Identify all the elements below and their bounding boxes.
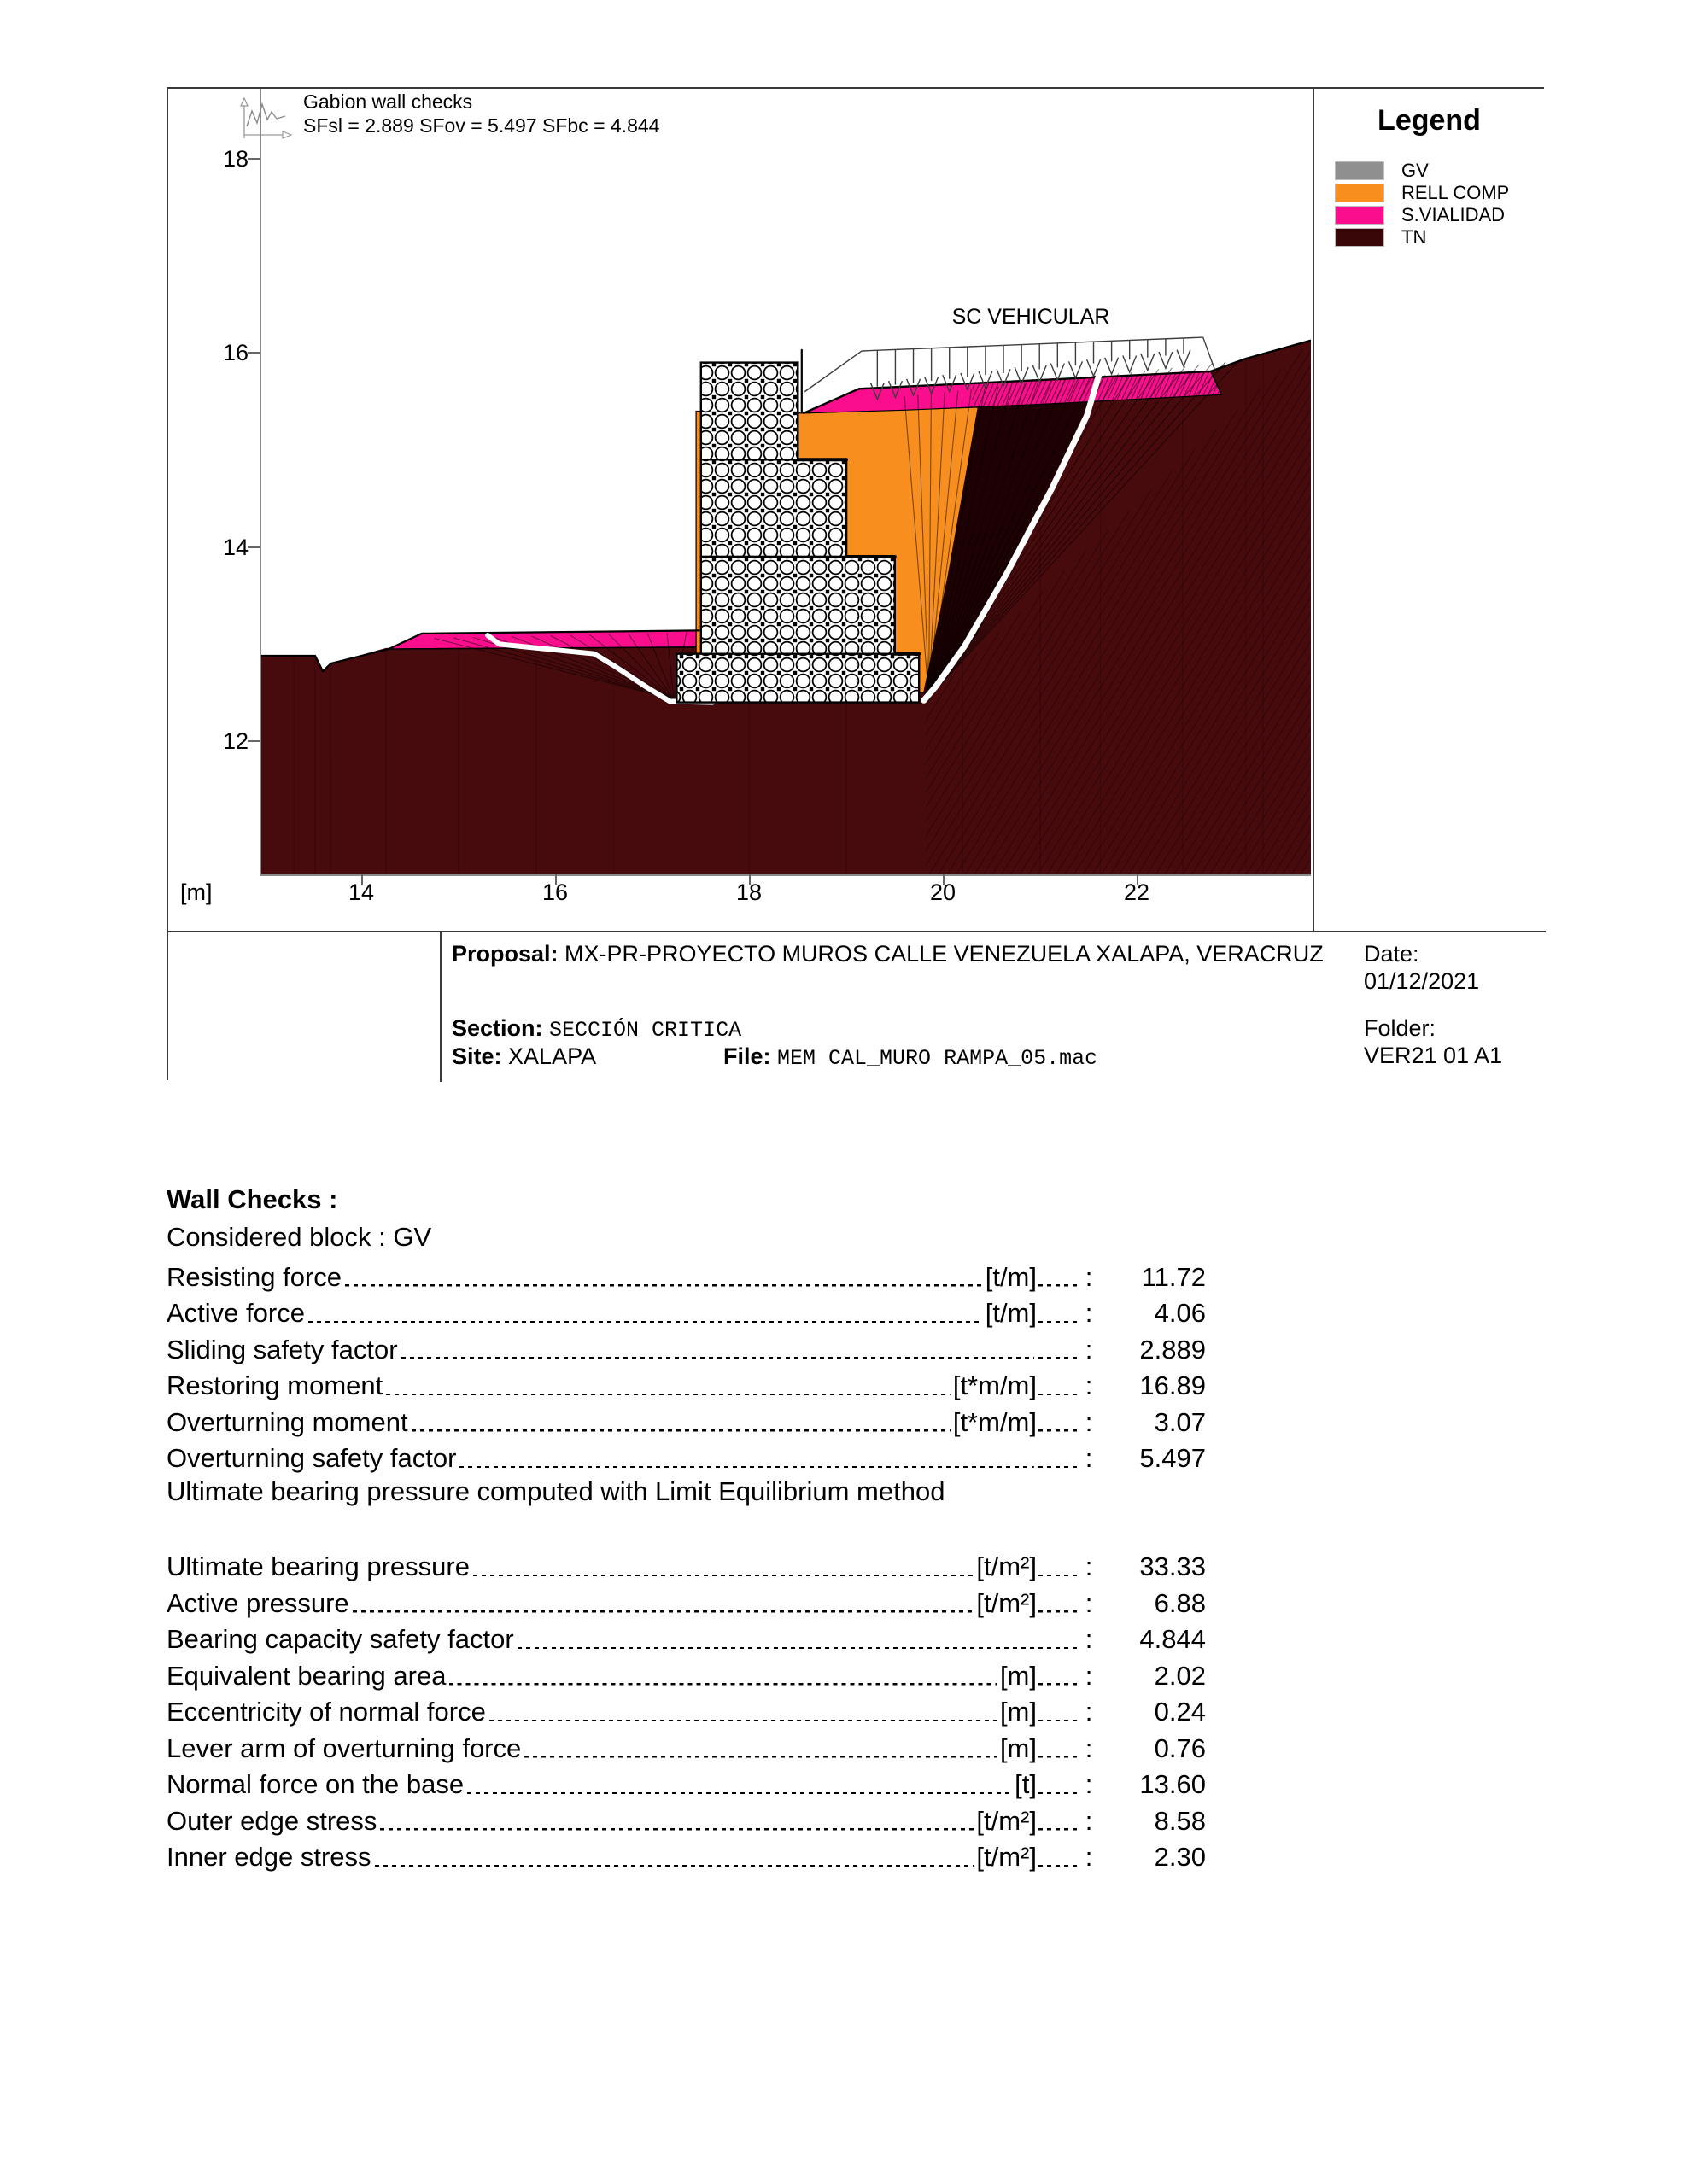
check-value: 2.30 xyxy=(1154,1842,1206,1873)
check-colon: : xyxy=(1085,1587,1093,1618)
site-value: XALAPA xyxy=(508,1043,597,1069)
y-tick-label: 14 xyxy=(222,535,249,560)
spacer xyxy=(167,1511,1206,1546)
check-label: Overturning safety factor xyxy=(167,1443,457,1474)
check-value: 5.497 xyxy=(1139,1443,1206,1474)
dotted-leader xyxy=(1038,1791,1081,1794)
figure-frame xyxy=(167,87,1544,1080)
check-colon: : xyxy=(1085,1733,1093,1763)
check-row xyxy=(167,1256,1206,1293)
y-tick xyxy=(248,740,260,742)
legend-label: RELL COMP xyxy=(1401,182,1510,203)
check-unit: [m] xyxy=(999,1733,1037,1763)
dotted-leader xyxy=(412,1429,951,1432)
legend-panel xyxy=(1313,89,1544,931)
legend-swatch xyxy=(1335,184,1384,202)
legend-item-rell-comp xyxy=(1335,183,1509,203)
check-value: 0.76 xyxy=(1154,1733,1206,1763)
check-value: 8.58 xyxy=(1154,1805,1206,1836)
dotted-leader xyxy=(1038,1610,1081,1613)
safety-factors-text: SFsl = 2.889 SFov = 5.497 SFbc = 4.844 xyxy=(303,114,660,137)
wall-checks-group-1 xyxy=(167,1256,1206,1474)
check-unit: [t/m] xyxy=(985,1298,1037,1329)
y-tick-label: 16 xyxy=(222,340,249,365)
legend-label: GV xyxy=(1401,160,1429,181)
check-label: Active force xyxy=(167,1298,305,1329)
axis-unit-label: [m] xyxy=(180,879,213,905)
legend-title: Legend xyxy=(1378,104,1481,137)
dotted-leader xyxy=(473,1574,974,1576)
dotted-leader xyxy=(1038,1284,1081,1287)
check-label: Equivalent bearing area xyxy=(167,1660,447,1691)
date-value: 01/12/2021 xyxy=(1364,968,1480,994)
dotted-leader xyxy=(1038,1683,1081,1686)
check-row xyxy=(167,1764,1206,1801)
check-value: 13.60 xyxy=(1139,1769,1206,1800)
x-tick-label: 22 xyxy=(1123,879,1150,905)
dotted-leader xyxy=(353,1610,974,1613)
section-row xyxy=(452,1015,741,1043)
check-row xyxy=(167,1365,1206,1402)
title-block xyxy=(168,931,1546,1082)
proposal-label: Proposal: xyxy=(452,941,559,967)
check-colon: : xyxy=(1085,1370,1093,1401)
x-tick-label: 14 xyxy=(348,879,375,905)
check-label: Inner edge stress xyxy=(167,1842,371,1873)
title-block-divider xyxy=(440,932,442,1082)
y-tick xyxy=(248,158,260,160)
dotted-leader xyxy=(1038,1465,1081,1468)
dotted-leader xyxy=(1038,1429,1081,1432)
check-unit: [t*m/m] xyxy=(952,1406,1037,1437)
check-value: 33.33 xyxy=(1139,1551,1206,1582)
check-row xyxy=(167,1692,1206,1728)
date-label: Date: xyxy=(1364,941,1419,967)
check-row xyxy=(167,1438,1206,1475)
dotted-leader xyxy=(345,1284,983,1287)
plot-area xyxy=(168,89,1313,931)
check-colon: : xyxy=(1085,1261,1093,1292)
section-value: SECCIÓN CRITICA xyxy=(549,1018,742,1043)
section-label: Section: xyxy=(452,1015,543,1041)
dotted-leader xyxy=(1038,1828,1081,1831)
dotted-leader xyxy=(449,1683,997,1686)
legend-item-tn xyxy=(1335,227,1426,248)
check-colon: : xyxy=(1085,1551,1093,1582)
site-row xyxy=(452,1043,596,1070)
proposal-row xyxy=(452,941,1324,967)
check-unit: [t*m/m] xyxy=(952,1370,1037,1401)
file-label: File: xyxy=(723,1043,771,1069)
legend-item-s-vialidad xyxy=(1335,205,1505,225)
check-unit: [t/m] xyxy=(985,1261,1037,1292)
dotted-leader xyxy=(1038,1719,1081,1721)
check-label: Bearing capacity safety factor xyxy=(167,1624,514,1655)
check-row xyxy=(167,1800,1206,1837)
x-tick-label: 16 xyxy=(541,879,569,905)
folder-label: Folder: xyxy=(1364,1015,1436,1041)
y-tick-label: 12 xyxy=(222,728,249,754)
dotted-leader xyxy=(1038,1393,1081,1395)
check-row xyxy=(167,1293,1206,1329)
check-unit: [t/m²] xyxy=(976,1805,1037,1836)
check-value: 4.06 xyxy=(1154,1298,1206,1329)
cross-section-plot xyxy=(260,89,1311,874)
dotted-leader xyxy=(1038,1756,1081,1758)
y-tick xyxy=(248,546,260,548)
legend-swatch xyxy=(1335,228,1384,247)
check-unit: [t] xyxy=(1015,1769,1037,1800)
check-colon: : xyxy=(1085,1769,1093,1800)
check-colon: : xyxy=(1085,1334,1093,1364)
surcharge-label: SC VEHICULAR xyxy=(951,305,1110,329)
check-label: Resisting force xyxy=(167,1261,342,1292)
legend-label: TN xyxy=(1401,226,1427,248)
dotted-leader xyxy=(1038,1864,1081,1867)
check-row xyxy=(167,1401,1206,1438)
legend-item-gv xyxy=(1335,161,1429,181)
check-value: 4.844 xyxy=(1139,1624,1206,1655)
check-colon: : xyxy=(1085,1842,1093,1873)
check-colon: : xyxy=(1085,1624,1093,1655)
wall-checks-group-2 xyxy=(167,1546,1206,1873)
check-row xyxy=(167,1329,1206,1365)
file-value: MEM CAL_MURO RAMPA_05.mac xyxy=(777,1046,1098,1071)
check-label: Active pressure xyxy=(167,1587,349,1618)
site-label: Site: xyxy=(452,1043,502,1069)
check-colon: : xyxy=(1085,1805,1093,1836)
check-row xyxy=(167,1582,1206,1619)
y-tick-label: 18 xyxy=(222,146,249,172)
check-value: 3.07 xyxy=(1154,1406,1206,1437)
check-value: 11.72 xyxy=(1141,1261,1206,1292)
dotted-leader xyxy=(401,1357,1034,1359)
check-value: 2.02 xyxy=(1154,1660,1206,1691)
proposal-value: MX-PR-PROYECTO MUROS CALLE VENEZUELA XALAPA, VERACRUZ xyxy=(564,941,1324,967)
check-colon: : xyxy=(1085,1298,1093,1329)
dotted-leader xyxy=(386,1393,951,1395)
check-row xyxy=(167,1619,1206,1656)
check-row xyxy=(167,1655,1206,1692)
scene-layers xyxy=(260,324,1311,874)
check-colon: : xyxy=(1085,1443,1093,1474)
curve-icon xyxy=(237,94,300,145)
dotted-leader xyxy=(1038,1646,1081,1649)
dotted-leader xyxy=(524,1756,997,1758)
check-unit: [t/m²] xyxy=(976,1587,1037,1618)
wall-checks-heading: Wall Checks : xyxy=(167,1184,338,1214)
x-tick-label: 18 xyxy=(735,879,763,905)
check-row xyxy=(167,1727,1206,1764)
file-row xyxy=(723,1043,1097,1071)
check-value: 6.88 xyxy=(1154,1587,1206,1618)
dotted-leader xyxy=(489,1719,997,1721)
check-label: Ultimate bearing pressure xyxy=(167,1551,470,1582)
check-value: 0.24 xyxy=(1154,1697,1206,1727)
check-colon: : xyxy=(1085,1697,1093,1727)
dotted-leader xyxy=(375,1864,974,1867)
check-unit: [t/m²] xyxy=(976,1842,1037,1873)
check-value: 16.89 xyxy=(1139,1370,1206,1401)
check-unit: [m] xyxy=(999,1660,1037,1691)
y-axis-line xyxy=(260,89,261,874)
check-label: Outer edge stress xyxy=(167,1805,377,1836)
check-row xyxy=(167,1546,1206,1583)
check-label: Overturning moment xyxy=(167,1406,408,1437)
dotted-leader xyxy=(1038,1320,1081,1323)
dotted-leader xyxy=(459,1465,1034,1468)
check-row xyxy=(167,1837,1206,1873)
y-tick xyxy=(248,352,260,354)
legend-label: S.VIALIDAD xyxy=(1401,204,1506,225)
bearing-method-note: Ultimate bearing pressure computed with Limit Equilibrium method xyxy=(167,1476,945,1506)
legend-swatch xyxy=(1335,161,1384,180)
dotted-leader xyxy=(518,1646,1034,1649)
check-label: Eccentricity of normal force xyxy=(167,1697,486,1727)
considered-block-line: Considered block : GV xyxy=(167,1222,432,1252)
check-unit: [t/m²] xyxy=(976,1551,1037,1582)
folder-value: VER21 01 A1 xyxy=(1364,1043,1503,1068)
check-unit: [m] xyxy=(999,1697,1037,1727)
plot-title: Gabion wall checks xyxy=(303,91,473,113)
check-label: Restoring moment xyxy=(167,1370,383,1401)
dotted-leader xyxy=(467,1791,1012,1794)
dotted-leader xyxy=(1038,1357,1081,1359)
check-value: 2.889 xyxy=(1139,1334,1206,1364)
check-colon: : xyxy=(1085,1660,1093,1691)
legend-swatch xyxy=(1335,206,1384,225)
x-tick-label: 20 xyxy=(929,879,956,905)
check-label: Sliding safety factor xyxy=(167,1334,398,1364)
dotted-leader xyxy=(380,1828,974,1831)
dotted-leader xyxy=(308,1320,983,1323)
dotted-leader xyxy=(1038,1574,1081,1576)
check-colon: : xyxy=(1085,1406,1093,1437)
x-axis-line xyxy=(260,874,1311,876)
wall-checks xyxy=(167,1181,1206,1873)
check-label: Normal force on the base xyxy=(167,1769,465,1800)
check-label: Lever arm of overturning force xyxy=(167,1733,522,1763)
